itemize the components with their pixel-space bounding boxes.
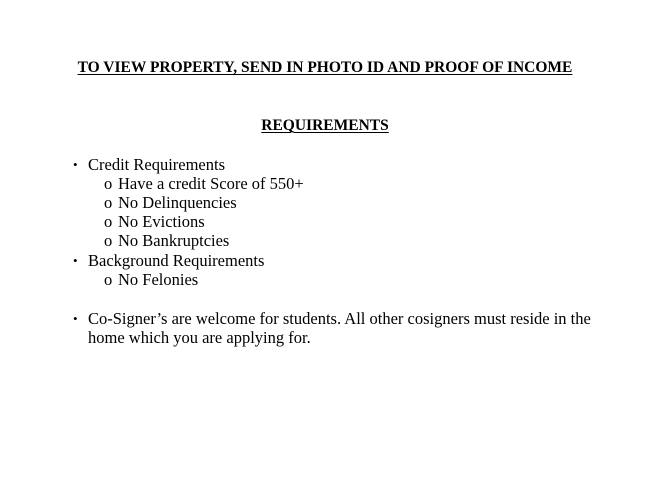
sub-bullet-icon: o: [104, 174, 113, 193]
section-title-requirements: REQUIREMENTS: [261, 117, 389, 134]
list-item-no-delinquencies: No Delinquencies: [118, 193, 237, 212]
sub-bullet-icon: o: [104, 231, 113, 250]
list-item-credit-requirements: Credit Requirements: [88, 155, 226, 174]
sub-bullet-icon: o: [104, 270, 113, 289]
sub-bullet-icon: o: [104, 193, 113, 212]
bullet-icon: •: [73, 311, 78, 326]
cosigner-note-line-2: home which you are applying for.: [88, 328, 311, 347]
sub-bullet-icon: o: [104, 212, 113, 231]
bullet-icon: •: [73, 253, 78, 268]
page-title: TO VIEW PROPERTY, SEND IN PHOTO ID AND PROOF OF INCOME: [77, 59, 573, 76]
list-item-credit-score: Have a credit Score of 550+: [118, 174, 304, 193]
list-item-no-evictions: No Evictions: [118, 212, 205, 231]
list-item-background-requirements: Background Requirements: [88, 251, 265, 270]
bullet-icon: •: [73, 157, 78, 172]
cosigner-note-line-1: Co-Signer’s are welcome for students. All other cosigners must reside in the: [88, 309, 591, 328]
list-item-no-felonies: No Felonies: [118, 270, 199, 289]
list-item-no-bankruptcies: No Bankruptcies: [118, 231, 230, 250]
